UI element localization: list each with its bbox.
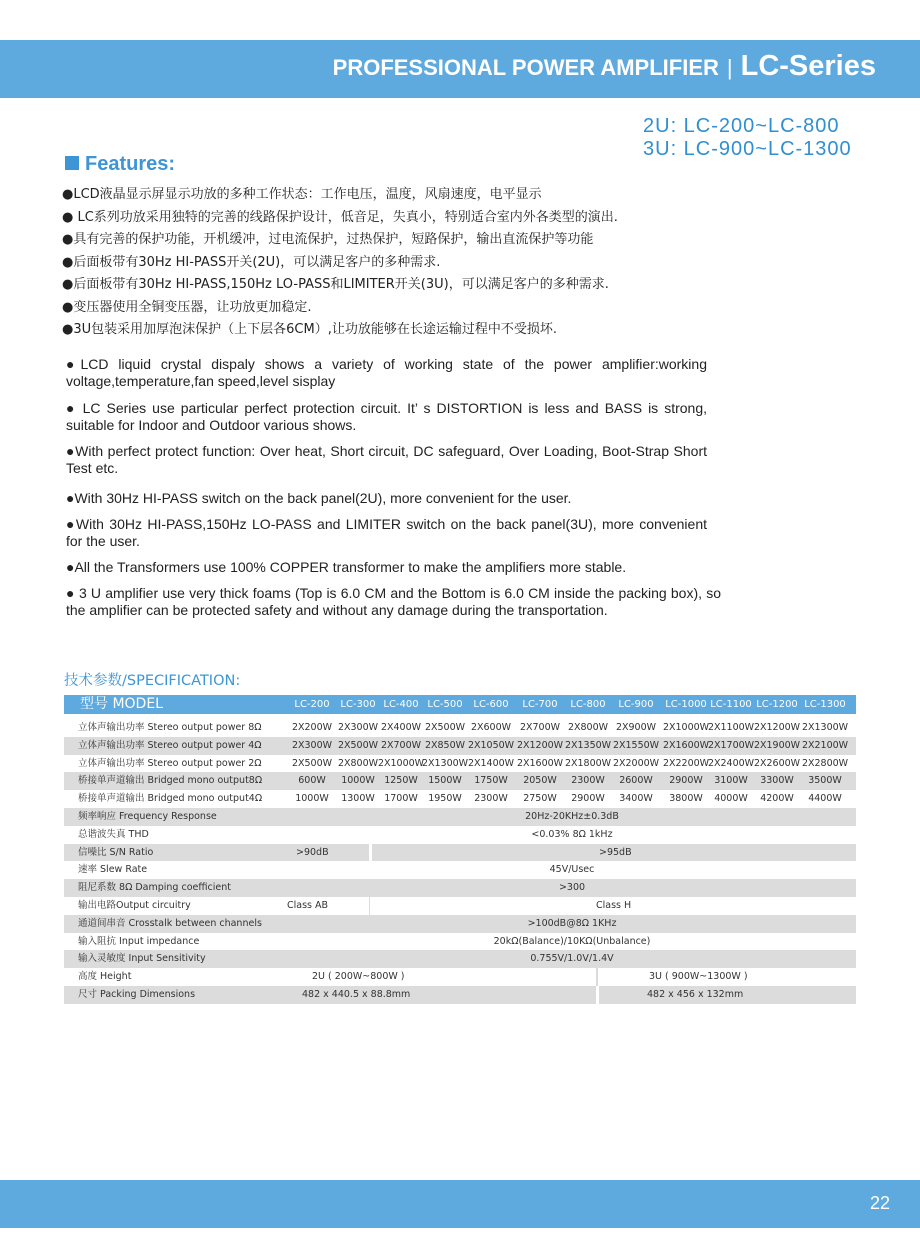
feature-en-item: ●All the Transformers use 100% COPPER transformer to make the amplifiers more stable. [66, 559, 627, 575]
feature-en-item: ●With 30Hz HI-PASS switch on the back panel(2U), more convenient for the user. [66, 490, 572, 506]
spec-cell: 2X1300W [801, 722, 849, 733]
footer-bar [0, 1180, 920, 1228]
spec-row-label: 通道间串音 Crosstalk between channels [78, 917, 262, 929]
spec-cell: 1700W [384, 793, 418, 805]
spec-row-label: 阻尼系数 8Ω Damping coefficient [78, 882, 231, 894]
spec-table [64, 695, 856, 1004]
spec-cell: 2X200W [291, 722, 333, 733]
spec-cell: 1950W [428, 793, 462, 805]
spec-row-sensitivity [64, 950, 856, 968]
spec-cell: 3300W [760, 775, 794, 787]
spec-row-output-circuitry [64, 897, 856, 915]
spec-row-stereo-2ohm [64, 755, 856, 773]
feature-cn-item: ● LC系列功放采用独特的完善的线路保护设计，低音足，失真小，特别适合室内外各类型的演出. [62, 209, 618, 225]
spec-value-3u: >95dB [599, 846, 632, 858]
feature-cn-item: ●变压器使用全铜变压器，让功放更加稳定. [62, 299, 312, 315]
page-number: 22 [869, 1193, 890, 1213]
spec-row-label: 尺寸 Packing Dimensions [78, 988, 196, 1000]
spec-row-label: 桥接单声道输出 Bridged mono output8Ω [78, 775, 263, 787]
features-cn-list [62, 184, 762, 342]
spec-row-label: 信噪比 S/N Ratio [78, 846, 154, 858]
spec-row-damping [64, 879, 856, 897]
spec-row-label: 输出电路Output circuitry [78, 899, 191, 911]
model-range-3u: 3U: LC-900~LC-1300 [643, 138, 852, 160]
spec-value: >100dB@8Ω 1KHz [527, 917, 617, 929]
spec-value: >300 [558, 882, 586, 894]
spec-cell: 2X1600W [516, 757, 564, 769]
spec-cell: 2X400W [380, 722, 422, 733]
spec-row-label: 速率 Slew Rate [78, 864, 148, 876]
features-en-list [66, 356, 721, 619]
spec-cell: 2X500W [337, 739, 379, 751]
spec-value-2u: 2U ( 200W~800W ) [312, 971, 405, 983]
header-bar [0, 40, 920, 98]
feature-cn-item: ●后面板带有30Hz HI-PASS开关(2U)，可以满足客户的多种需求. [62, 254, 441, 270]
spec-row-thd [64, 826, 856, 844]
spec-cell: 2X2400W [707, 757, 755, 769]
model-range-2u: 2U: LC-200~LC-800 [643, 115, 840, 137]
spec-cell: 1250W [384, 775, 418, 787]
spec-cell: 2X500W [424, 722, 466, 733]
spec-value: 0.755V/1.0V/1.4V [530, 953, 614, 965]
spec-header-row [64, 695, 856, 714]
spec-row-frequency [64, 808, 856, 826]
square-bullet-icon [65, 156, 79, 170]
features-heading [65, 153, 175, 176]
feature-en-item: ● LC Series use particular perfect protection circuit. It’ s DISTORTION is less and BASS is strong, suitable for Indoor and Outdoor various shows. [66, 400, 707, 433]
features-heading-text: Features: [85, 153, 176, 175]
model-header-cell: LC-1300 [804, 699, 846, 710]
spec-row-label: 输入阻抗 Input impedance [78, 935, 200, 947]
spec-cell: 4000W [714, 793, 748, 805]
spec-row-bridged-4ohm [64, 790, 856, 808]
spec-value: 20kΩ(Balance)/10KΩ(Unbalance) [493, 935, 651, 947]
spec-cell: 1000W [341, 775, 375, 787]
model-header-cell: LC-300 [340, 699, 376, 710]
column-separator [369, 844, 372, 862]
model-header-cell: LC-1100 [710, 699, 752, 710]
spec-cell: 2X600W [470, 722, 512, 733]
spec-value-2u: Class AB [287, 899, 329, 911]
spec-cell: 2X2000W [612, 757, 660, 769]
header-title-series: LC-Series [740, 50, 876, 82]
spec-cell: 2X1800W [564, 757, 612, 769]
spec-cell: 2X850W [424, 739, 466, 751]
spec-cell: 3800W [669, 793, 703, 805]
spec-cell: 2X1000W [662, 722, 710, 733]
spec-cell: 2X2800W [801, 757, 849, 769]
spec-cell: 2X900W [615, 722, 657, 733]
spec-cell: 2X2100W [801, 739, 849, 751]
model-header-cell: LC-400 [383, 699, 419, 710]
spec-row-crosstalk [64, 915, 856, 933]
model-header-cell: LC-700 [522, 699, 558, 710]
model-header-cell: LC-800 [570, 699, 606, 710]
spec-cell: 2X1900W [753, 739, 801, 751]
spec-row-slew-rate [64, 861, 856, 879]
spec-cell: 2600W [619, 775, 653, 787]
spec-cell: 2X500W [291, 757, 333, 769]
spec-cell: 600W [298, 775, 326, 787]
model-header-cell: LC-500 [427, 699, 463, 710]
model-header-cell: LC-1000 [665, 699, 707, 710]
feature-cn-item: ●后面板带有30Hz HI-PASS,150Hz LO-PASS和LIMITER开关(3U)，可以满足客户的多种需求. [62, 277, 609, 292]
header-separator: | [726, 55, 733, 80]
spec-row-label: 桥接单声道输出 Bridged mono output4Ω [78, 793, 263, 805]
feature-en-item: ●LCD liquid crystal dispaly shows a variety of working state of the power amplifier:working voltage,temperature,fan speed,level sisplay [66, 356, 707, 389]
feature-cn-item: ●3U包装采用加厚泡沫保护（上下层各6CM）,让功放能够在长途运输过程中不受损坏. [62, 322, 557, 337]
spec-cell: 2X1350W [564, 739, 612, 751]
spec-cell: 2X800W [567, 722, 609, 733]
spec-cell: 2X700W [519, 722, 561, 733]
spec-cell: 3500W [808, 775, 842, 787]
spec-cell: 3100W [714, 775, 748, 787]
feature-cn-item: ●具有完善的保护功能，开机缓冲，过电流保护，过热保护，短路保护，输出直流保护等功能 [62, 232, 594, 247]
spec-cell: 1000W [295, 793, 329, 805]
spec-cell: 2X1300W [421, 757, 469, 769]
spec-row-label: 频率响应 Frequency Response [78, 810, 217, 822]
spec-cell: 2X1000W [377, 757, 425, 769]
spec-cell: 2X1100W [707, 722, 755, 733]
spec-row-label: 立体声输出功率 Stereo output power 4Ω [78, 739, 262, 751]
spec-cell: 2X1050W [467, 739, 515, 751]
header-title-main: PROFESSIONAL POWER AMPLIFIER [332, 55, 719, 80]
spec-cell: 1750W [474, 775, 508, 787]
spec-cell: 2X700W [380, 739, 422, 751]
spec-value-3u: 3U ( 900W~1300W ) [649, 971, 748, 983]
spec-cell: 2X1600W [662, 739, 710, 751]
spec-row-label: 输入灵敏度 Input Sensitivity [78, 953, 206, 965]
spec-cell: 2050W [523, 775, 557, 787]
spec-row-label: 高度 Height [78, 971, 132, 983]
model-range [643, 115, 852, 161]
spec-row-label: 立体声输出功率 Stereo output power 8Ω [78, 722, 262, 733]
spec-row-label: 立体声输出功率 Stereo output power 2Ω [78, 757, 262, 769]
model-header-cell: LC-200 [294, 699, 330, 710]
spec-row-label: 总谐波失真 THD [78, 828, 149, 840]
model-header-cell: LC-900 [618, 699, 654, 710]
model-header-cell: LC-600 [473, 699, 509, 710]
column-separator [369, 897, 370, 915]
spec-row-height [64, 968, 856, 986]
model-label: 型号 MODEL [80, 696, 163, 712]
feature-en-item: ● 3 U amplifier use very thick foams (Top is 6.0 CM and the Bottom is 6.0 CM inside the packing box), so the amplifier can be protected safety and without any damage during the transportation. [66, 585, 721, 618]
column-separator [596, 968, 598, 986]
spec-cell: 2X300W [291, 739, 333, 751]
feature-en-item: ●With perfect protect function: Over heat, Short circuit, DC safeguard, Over Loading, Boot-Strap Short Test etc. [66, 443, 707, 476]
spec-cell: 2900W [571, 793, 605, 805]
spec-cell: 2300W [474, 793, 508, 805]
spec-value-2u: >90dB [296, 846, 329, 858]
spec-value: 45V/Usec [549, 864, 595, 876]
spec-cell: 2X1200W [516, 739, 564, 751]
spec-value-3u: 482 x 456 x 132mm [647, 988, 744, 1000]
feature-en-item: ●With 30Hz HI-PASS,150Hz LO-PASS and LIMITER switch on the back panel(3U), more convenient for the user. [66, 516, 707, 549]
spec-row-bridged-8ohm [64, 772, 856, 790]
feature-cn-item: ●LCD液晶显示屏显示功放的多种工作状态：工作电压，温度，风扇速度，电平显示 [62, 187, 542, 202]
spec-heading: 技术参数/SPECIFICATION: [64, 673, 241, 689]
spec-cell: 2X2600W [753, 757, 801, 769]
spec-cell: 1300W [341, 793, 375, 805]
spec-cell: 3400W [619, 793, 653, 805]
spec-value-3u: Class H [596, 899, 632, 911]
spec-cell: 2X300W [337, 722, 379, 733]
spec-cell: 2X2200W [662, 757, 710, 769]
spec-row-impedance [64, 933, 856, 951]
spec-cell: 2X1550W [612, 739, 660, 751]
spec-value: <0.03% 8Ω 1kHz [531, 828, 613, 840]
spec-cell: 4400W [808, 793, 842, 805]
spec-cell: 2X1200W [753, 722, 801, 733]
spec-cell: 2X1400W [467, 757, 515, 769]
header-title [333, 50, 876, 83]
spec-cell: 2900W [669, 775, 703, 787]
spec-row-dimensions [64, 986, 856, 1004]
spec-cell: 4200W [760, 793, 794, 805]
spec-row-stereo-4ohm [64, 737, 856, 755]
spec-value: 20Hz-20KHz±0.3dB [525, 810, 619, 822]
spec-row-stereo-8ohm [64, 719, 856, 737]
spec-row-sn-ratio [64, 844, 856, 862]
spec-cell: 2750W [523, 793, 557, 805]
spec-value-2u: 482 x 440.5 x 88.8mm [302, 988, 411, 1000]
model-header-cell: LC-1200 [756, 699, 798, 710]
spec-cell: 2X1700W [707, 739, 755, 751]
column-separator [596, 986, 599, 1004]
spec-cell: 1500W [428, 775, 462, 787]
spec-cell: 2300W [571, 775, 605, 787]
spec-cell: 2X800W [337, 757, 379, 769]
